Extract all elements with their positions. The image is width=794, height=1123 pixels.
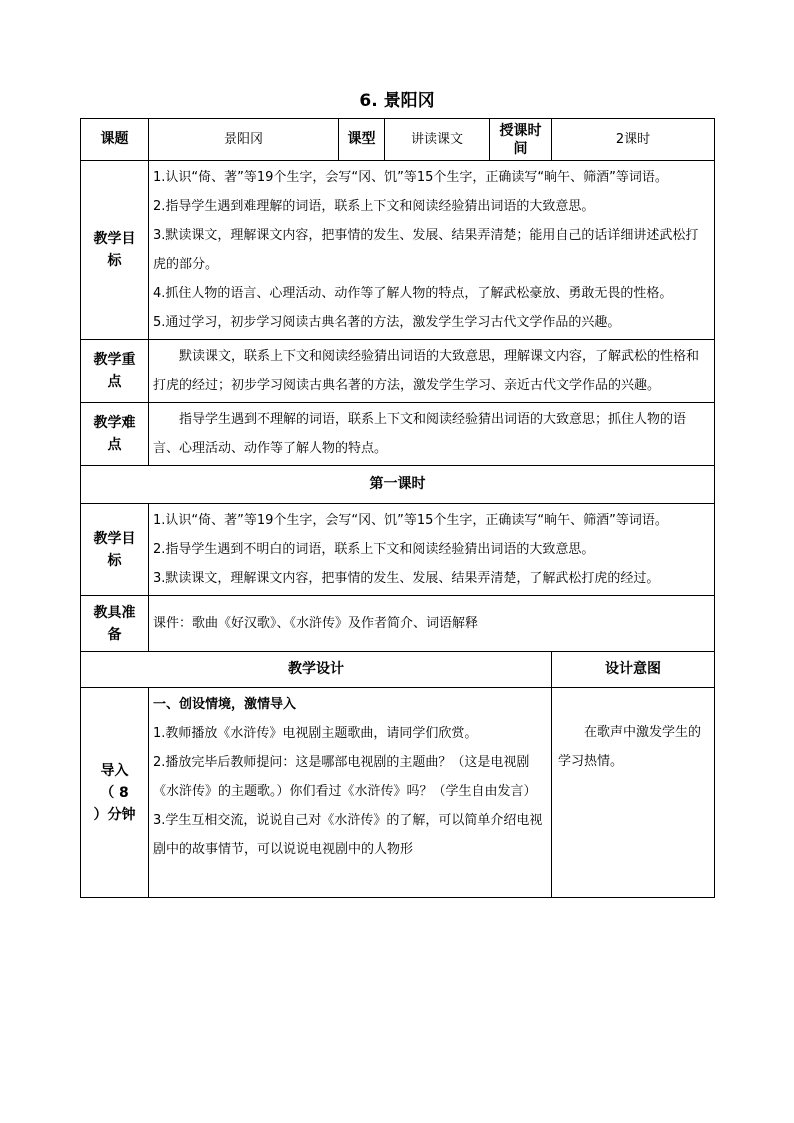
intro-step: 2.播放完毕后教师提问：这是哪部电视剧的主题曲？（这是电视剧《水浒传》的主题歌。）你们看过《水浒传》吗？（学生自由发言） [153, 755, 537, 799]
intro-clip [153, 690, 547, 895]
goal-item: 1.认识“倚、著”等19个生字，会写“冈、饥”等15个生字，正确读写“晌午、筛酒”等词语。 [153, 170, 668, 185]
key-points-text: 默读课文，联系上下文和阅读经验猜出词语的大致意思，理解课文内容，了解武松的性格和打虎的经过；初步学习阅读古典名著的方法，激发学生学习、亲近古代文学作品的兴趣。 [153, 349, 700, 393]
key-points-content [149, 340, 715, 403]
lesson1-goal-item: 2.指导学生遇到不明白的词语，联系上下文和阅读经验猜出词语的大致意思。 [153, 542, 595, 557]
design-header-row [81, 652, 715, 688]
stage-label-line: ）分钟 [93, 806, 136, 823]
page-title: 6. 景阳冈 [359, 91, 435, 111]
lesson1-goal-item: 3.默读课文，理解课文内容，把事情的发生、发展、结果弄清楚，了解武松打虎的经过。 [153, 571, 660, 586]
key-points-row [81, 340, 715, 403]
purpose-text: 在歌声中激发学生的学习热情。 [558, 725, 702, 769]
key-points-label: 教学重点 [81, 340, 149, 403]
intro-content [149, 688, 552, 898]
difficulties-content [149, 403, 715, 466]
topic-value: 景阳冈 [149, 119, 339, 161]
materials-row [81, 596, 715, 652]
difficulties-text: 指导学生遇到不理解的词语，联系上下文和阅读经验猜出词语的大致意思；抓住人物的语言、心理活动、动作等了解人物的特点。 [153, 412, 687, 456]
lesson1-heading: 第一课时 [81, 466, 715, 504]
lesson1-goal-item: 1.认识“倚、著”等19个生字，会写“冈、饥”等15个生字，正确读写“晌午、筛酒”等词语。 [153, 513, 668, 528]
intro-step: 3.学生互相交流，说说自己对《水浒传》的了解，可以简单介绍电视剧中的故事情节，可以说说电视剧中的人物形 [153, 813, 543, 857]
time-value: 2课时 [552, 119, 715, 161]
materials-content: 课件：歌曲《好汉歌》、《水浒传》及作者简介、词语解释 [149, 596, 715, 652]
intro-step: 1.教师播放《水浒传》电视剧主题歌曲，请同学们欣赏。 [153, 726, 478, 741]
difficulties-row [81, 403, 715, 466]
stage-label-line: 导入 [100, 762, 129, 779]
intro-purpose [552, 688, 715, 898]
lesson-plan-table [80, 118, 715, 898]
goals-label: 教学目标 [81, 161, 149, 340]
goals-content [149, 161, 715, 340]
type-value: 讲读课文 [385, 119, 490, 161]
stage-label [81, 688, 149, 898]
topic-label: 课题 [81, 119, 149, 161]
stage-label-line: （ 8 [100, 784, 129, 801]
lesson1-goals-content [149, 504, 715, 596]
goal-item: 3.默读课文，理解课文内容，把事情的发生、发展、结果弄清楚；能用自己的话详细讲述武松打虎的部分。 [153, 228, 699, 272]
goal-item: 5.通过学习，初步学习阅读古典名著的方法，激发学生学习古代文学作品的兴趣。 [153, 315, 621, 330]
lesson1-goals-label: 教学目标 [81, 504, 149, 596]
lesson1-heading-row [81, 466, 715, 504]
purpose-column-header: 设计意图 [552, 652, 715, 688]
difficulties-label: 教学难点 [81, 403, 149, 466]
section-title: 一、创设情境，激情导入 [153, 697, 297, 712]
materials-label: 教具准备 [81, 596, 149, 652]
type-label: 课型 [339, 119, 385, 161]
design-column-header: 教学设计 [81, 652, 552, 688]
lesson1-goals-row [81, 504, 715, 596]
intro-row [81, 688, 715, 898]
goals-row [81, 161, 715, 340]
time-label: 授课时间 [490, 119, 552, 161]
goal-item: 4.抓住人物的语言、心理活动、动作等了解人物的特点，了解武松豪放、勇敢无畏的性格。 [153, 286, 673, 301]
header-row [81, 119, 715, 161]
goal-item: 2.指导学生遇到难理解的词语，联系上下文和阅读经验猜出词语的大致意思。 [153, 199, 595, 214]
